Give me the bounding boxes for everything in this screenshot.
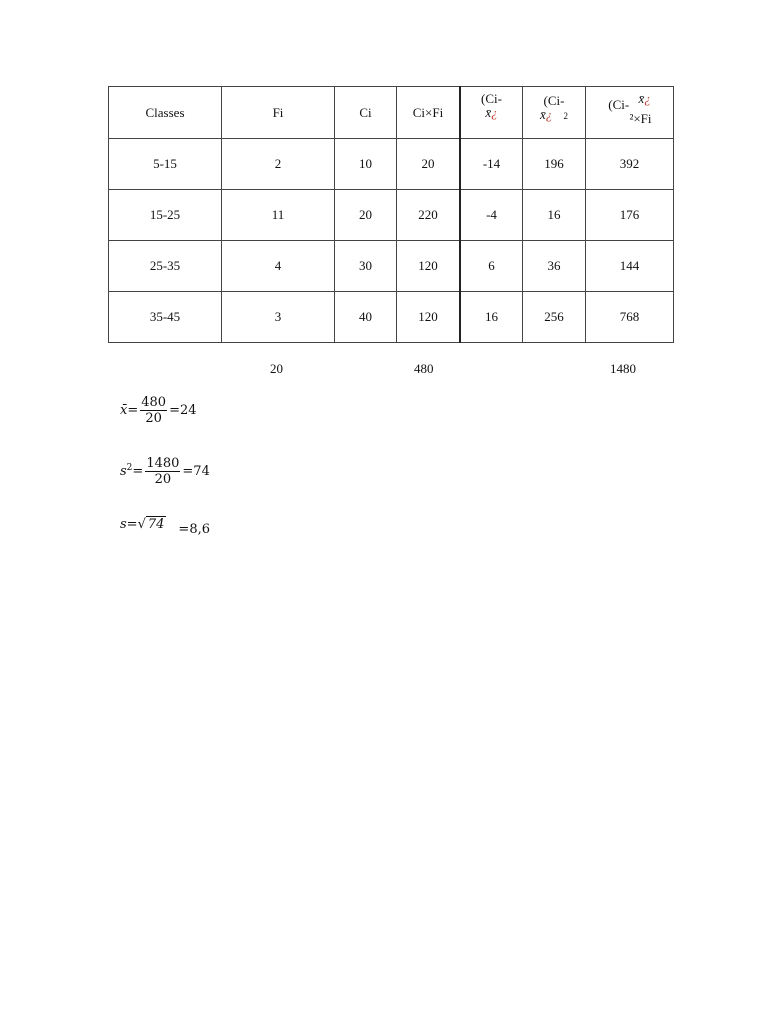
cell-cixfi: 20 [397, 139, 461, 190]
header-deviation-squared-times-fi [586, 87, 674, 139]
variance-exponent: 2 [126, 462, 133, 473]
header-ci: Ci [335, 87, 397, 139]
mean-formula [120, 395, 197, 426]
mean-equals: = [127, 403, 139, 418]
cell-class: 5-15 [109, 139, 222, 190]
cell-ci: 10 [335, 139, 397, 190]
cell-fi: 4 [222, 241, 335, 292]
mean-denominator: 20 [145, 411, 162, 426]
variance-denominator: 20 [154, 472, 172, 487]
cell-cixfi: 220 [397, 190, 461, 241]
total-cixfi: 480 [414, 361, 434, 376]
header-deviation-squared [523, 87, 586, 139]
variance-result: =74 [182, 464, 210, 479]
variance-formula [120, 456, 210, 487]
cell-deviation-sq: 16 [523, 190, 586, 241]
cell-deviation: 16 [460, 292, 523, 343]
std-symbol: s [120, 516, 127, 532]
cell-class: 25-35 [109, 241, 222, 292]
deviation-sq-mark: ¿ [545, 107, 553, 122]
cell-deviation-sq-fi: 144 [586, 241, 674, 292]
cell-cixfi: 120 [397, 241, 461, 292]
frequency-table [108, 86, 674, 343]
deviation-prefix: (Ci- [481, 91, 502, 106]
cell-deviation-sq-fi: 392 [586, 139, 674, 190]
dsf-prefix: (Ci- [608, 97, 630, 112]
cell-ci: 40 [335, 292, 397, 343]
cell-fi: 3 [222, 292, 335, 343]
cell-deviation-sq: 256 [523, 292, 586, 343]
deviation-xbar: x̄ [485, 105, 492, 120]
table-row [109, 292, 674, 343]
variance-fraction [145, 456, 180, 487]
cell-deviation-sq-fi: 176 [586, 190, 674, 241]
variance-numerator: 1480 [146, 456, 180, 471]
cell-deviation: -4 [460, 190, 523, 241]
deviation-sq-exponent: 2 [563, 111, 569, 121]
variance-equals: = [132, 464, 144, 479]
table-row [109, 241, 674, 292]
sqrt-symbol: √ 74 [137, 517, 165, 532]
cell-class: 15-25 [109, 190, 222, 241]
mean-fraction [140, 395, 167, 426]
mean-result: =24 [169, 403, 197, 418]
header-classes: Classes [109, 87, 222, 139]
cell-deviation-sq: 196 [523, 139, 586, 190]
cell-ci: 20 [335, 190, 397, 241]
deviation-mark: ¿ [491, 105, 498, 120]
header-deviation [460, 87, 523, 139]
cell-fi: 11 [222, 190, 335, 241]
total-deviation-sq-fi: 1480 [610, 361, 636, 376]
cell-class: 35-45 [109, 292, 222, 343]
total-fi: 20 [270, 361, 283, 376]
deviation-sq-prefix: (Ci- [543, 93, 565, 108]
std-radicand: 74 [147, 517, 165, 532]
mean-numerator: 480 [141, 395, 167, 410]
cell-ci: 30 [335, 241, 397, 292]
std-formula [120, 516, 210, 537]
dsf-mark: ¿ [644, 91, 651, 106]
cell-cixfi: 120 [397, 292, 461, 343]
mean-symbol: x̄ [120, 403, 128, 418]
table-row [109, 139, 674, 190]
dsf-suffix: ²×Fi [629, 111, 652, 126]
cell-deviation-sq: 36 [523, 241, 586, 292]
table-header-row [109, 87, 674, 139]
deviation-sq-xbar: x̄ [539, 107, 546, 122]
variance-symbol: s [120, 464, 127, 479]
cell-fi: 2 [222, 139, 335, 190]
cell-deviation: -14 [460, 139, 523, 190]
cell-deviation-sq-fi: 768 [586, 292, 674, 343]
std-result: =8,6 [178, 521, 210, 537]
cell-deviation: 6 [460, 241, 523, 292]
table-row [109, 190, 674, 241]
header-fi: Fi [222, 87, 335, 139]
header-ci-times-fi: Ci×Fi [397, 87, 461, 139]
std-equals: = [126, 516, 138, 532]
dsf-xbar: x̄ [638, 91, 645, 106]
